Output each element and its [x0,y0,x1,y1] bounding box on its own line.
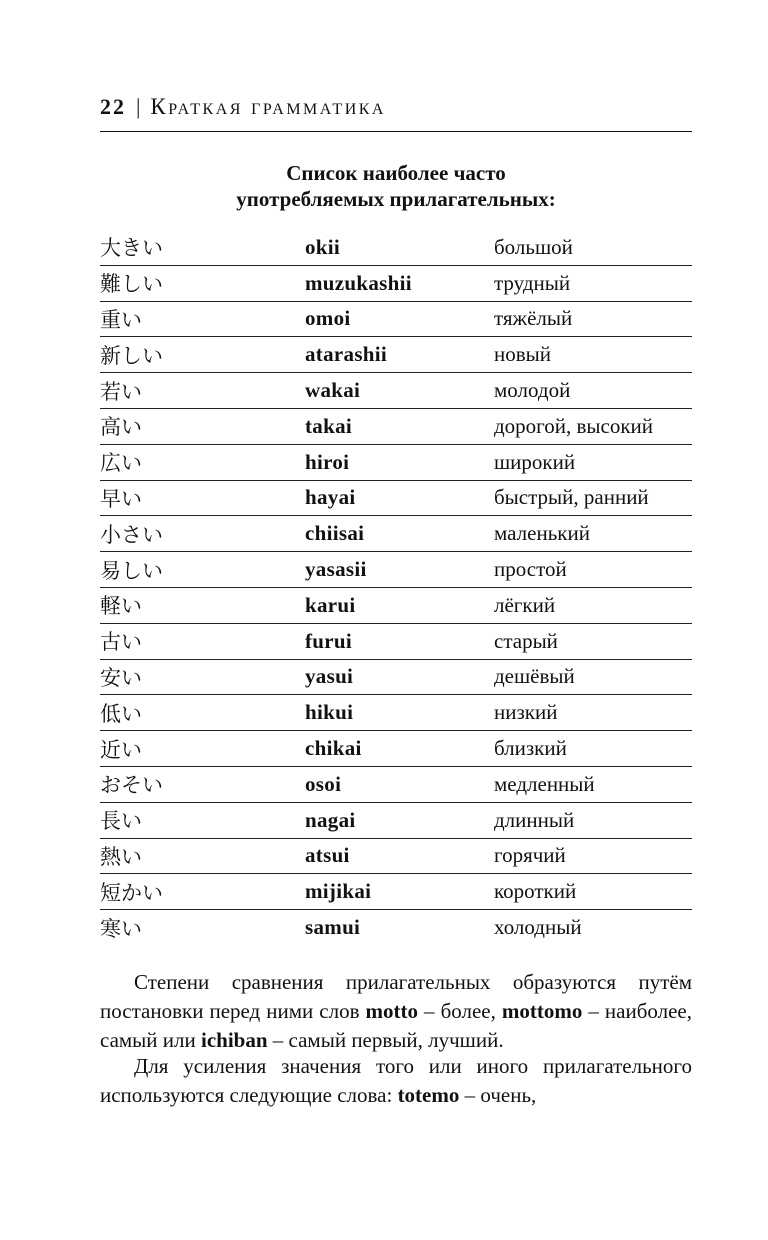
romaji-reading: hiroi [305,444,494,480]
japanese-adjective: 短かい [100,874,305,910]
japanese-adjective: 軽い [100,587,305,623]
table-row [100,623,692,659]
table-row [100,230,692,265]
romaji-reading: chiisai [305,516,494,552]
romaji-reading: osoi [305,766,494,802]
romaji-reading: hayai [305,480,494,516]
running-title: Краткая грамматика [150,94,386,119]
japanese-adjective: 寒い [100,910,305,945]
russian-translation: старый [494,623,692,659]
russian-translation: лёгкий [494,587,692,623]
p2-text-1: Для усиления значения того или иного прилагательного используются следующие слова: [100,1054,692,1107]
romaji-reading: atarashii [305,337,494,373]
romaji-reading: omoi [305,301,494,337]
p1-text-3: – наиболее, самый или [100,999,692,1052]
japanese-adjective: 新しい [100,337,305,373]
table-row [100,874,692,910]
russian-translation: низкий [494,695,692,731]
romaji-reading: wakai [305,373,494,409]
list-title-line-1: Список наиболее часто [286,161,506,185]
table-row [100,695,692,731]
russian-translation: длинный [494,802,692,838]
table-row [100,337,692,373]
japanese-adjective: 広い [100,444,305,480]
russian-translation: новый [494,337,692,373]
table-row [100,766,692,802]
table-row [100,265,692,301]
russian-translation: большой [494,234,573,259]
header-rule [100,131,692,132]
russian-translation: горячий [494,838,692,874]
japanese-adjective: 易しい [100,552,305,588]
table-row [100,910,692,945]
header-separator: | [136,94,141,119]
japanese-adjective: 早い [100,480,305,516]
japanese-adjective: 古い [100,623,305,659]
table-row [100,587,692,623]
russian-translation: холодный [494,910,692,945]
table-row [100,444,692,480]
japanese-adjective: 安い [100,659,305,695]
p1-text-1: Степени сравнения прилагательных образуются путём постановки перед ними слов [100,970,692,1023]
russian-translation: молодой [494,373,692,409]
japanese-adjective: 高い [100,408,305,444]
japanese-adjective: 重い [100,301,305,337]
table-row [100,373,692,409]
romaji-reading: karui [305,587,494,623]
japanese-adjective: 近い [100,731,305,767]
romaji-reading: yasui [305,659,494,695]
table-row [100,731,692,767]
running-header [100,92,692,122]
table-row [100,480,692,516]
japanese-adjective: おそい [100,766,305,802]
russian-translation: тяжёлый [494,301,692,337]
russian-translation: короткий [494,874,692,910]
japanese-adjective: 若い [100,373,305,409]
japanese-adjective: 大きい [100,236,163,261]
romaji-reading: muzukashii [305,265,494,301]
russian-translation: близкий [494,731,692,767]
paragraph-comparison [100,968,692,1055]
list-title-line-2: употребляемых прилагательных: [236,187,556,211]
adjectives-table [100,230,692,945]
table-row [100,516,692,552]
romaji-reading: samui [305,910,494,945]
list-title [100,160,692,212]
word-mottomo: mottomo [501,999,583,1023]
romaji-reading: hikui [305,695,494,731]
table-row [100,659,692,695]
word-motto: motto [365,999,419,1023]
p2-text-2: – очень, [459,1083,537,1107]
japanese-adjective: 低い [100,695,305,731]
romaji-reading: chikai [305,731,494,767]
p1-text-4: – самый первый, лучший. [267,1028,504,1052]
word-ichiban: ichiban [201,1028,268,1052]
russian-translation: широкий [494,444,692,480]
russian-translation: простой [494,552,692,588]
japanese-adjective: 難しい [100,265,305,301]
japanese-adjective: 熱い [100,838,305,874]
table-row [100,408,692,444]
paragraph-intensifiers [100,1052,692,1110]
romaji-reading: nagai [305,802,494,838]
romaji-reading: okii [305,234,341,259]
table-row [100,802,692,838]
russian-translation: быстрый, ранний [494,480,692,516]
russian-translation: дорогой, высокий [494,408,692,444]
romaji-reading: atsui [305,838,494,874]
romaji-reading: takai [305,408,494,444]
p1-text-2: – более, [418,999,502,1023]
russian-translation: дешёвый [494,659,692,695]
word-totemo: totemo [397,1083,460,1107]
romaji-reading: furui [305,623,494,659]
romaji-reading: yasasii [305,552,494,588]
romaji-reading: mijikai [305,874,494,910]
russian-translation: трудный [494,265,692,301]
table-row [100,838,692,874]
japanese-adjective: 小さい [100,516,305,552]
page-number: 22 [100,94,126,119]
russian-translation: медленный [494,766,692,802]
japanese-adjective: 長い [100,802,305,838]
table-row [100,552,692,588]
table-row [100,301,692,337]
russian-translation: маленький [494,516,692,552]
